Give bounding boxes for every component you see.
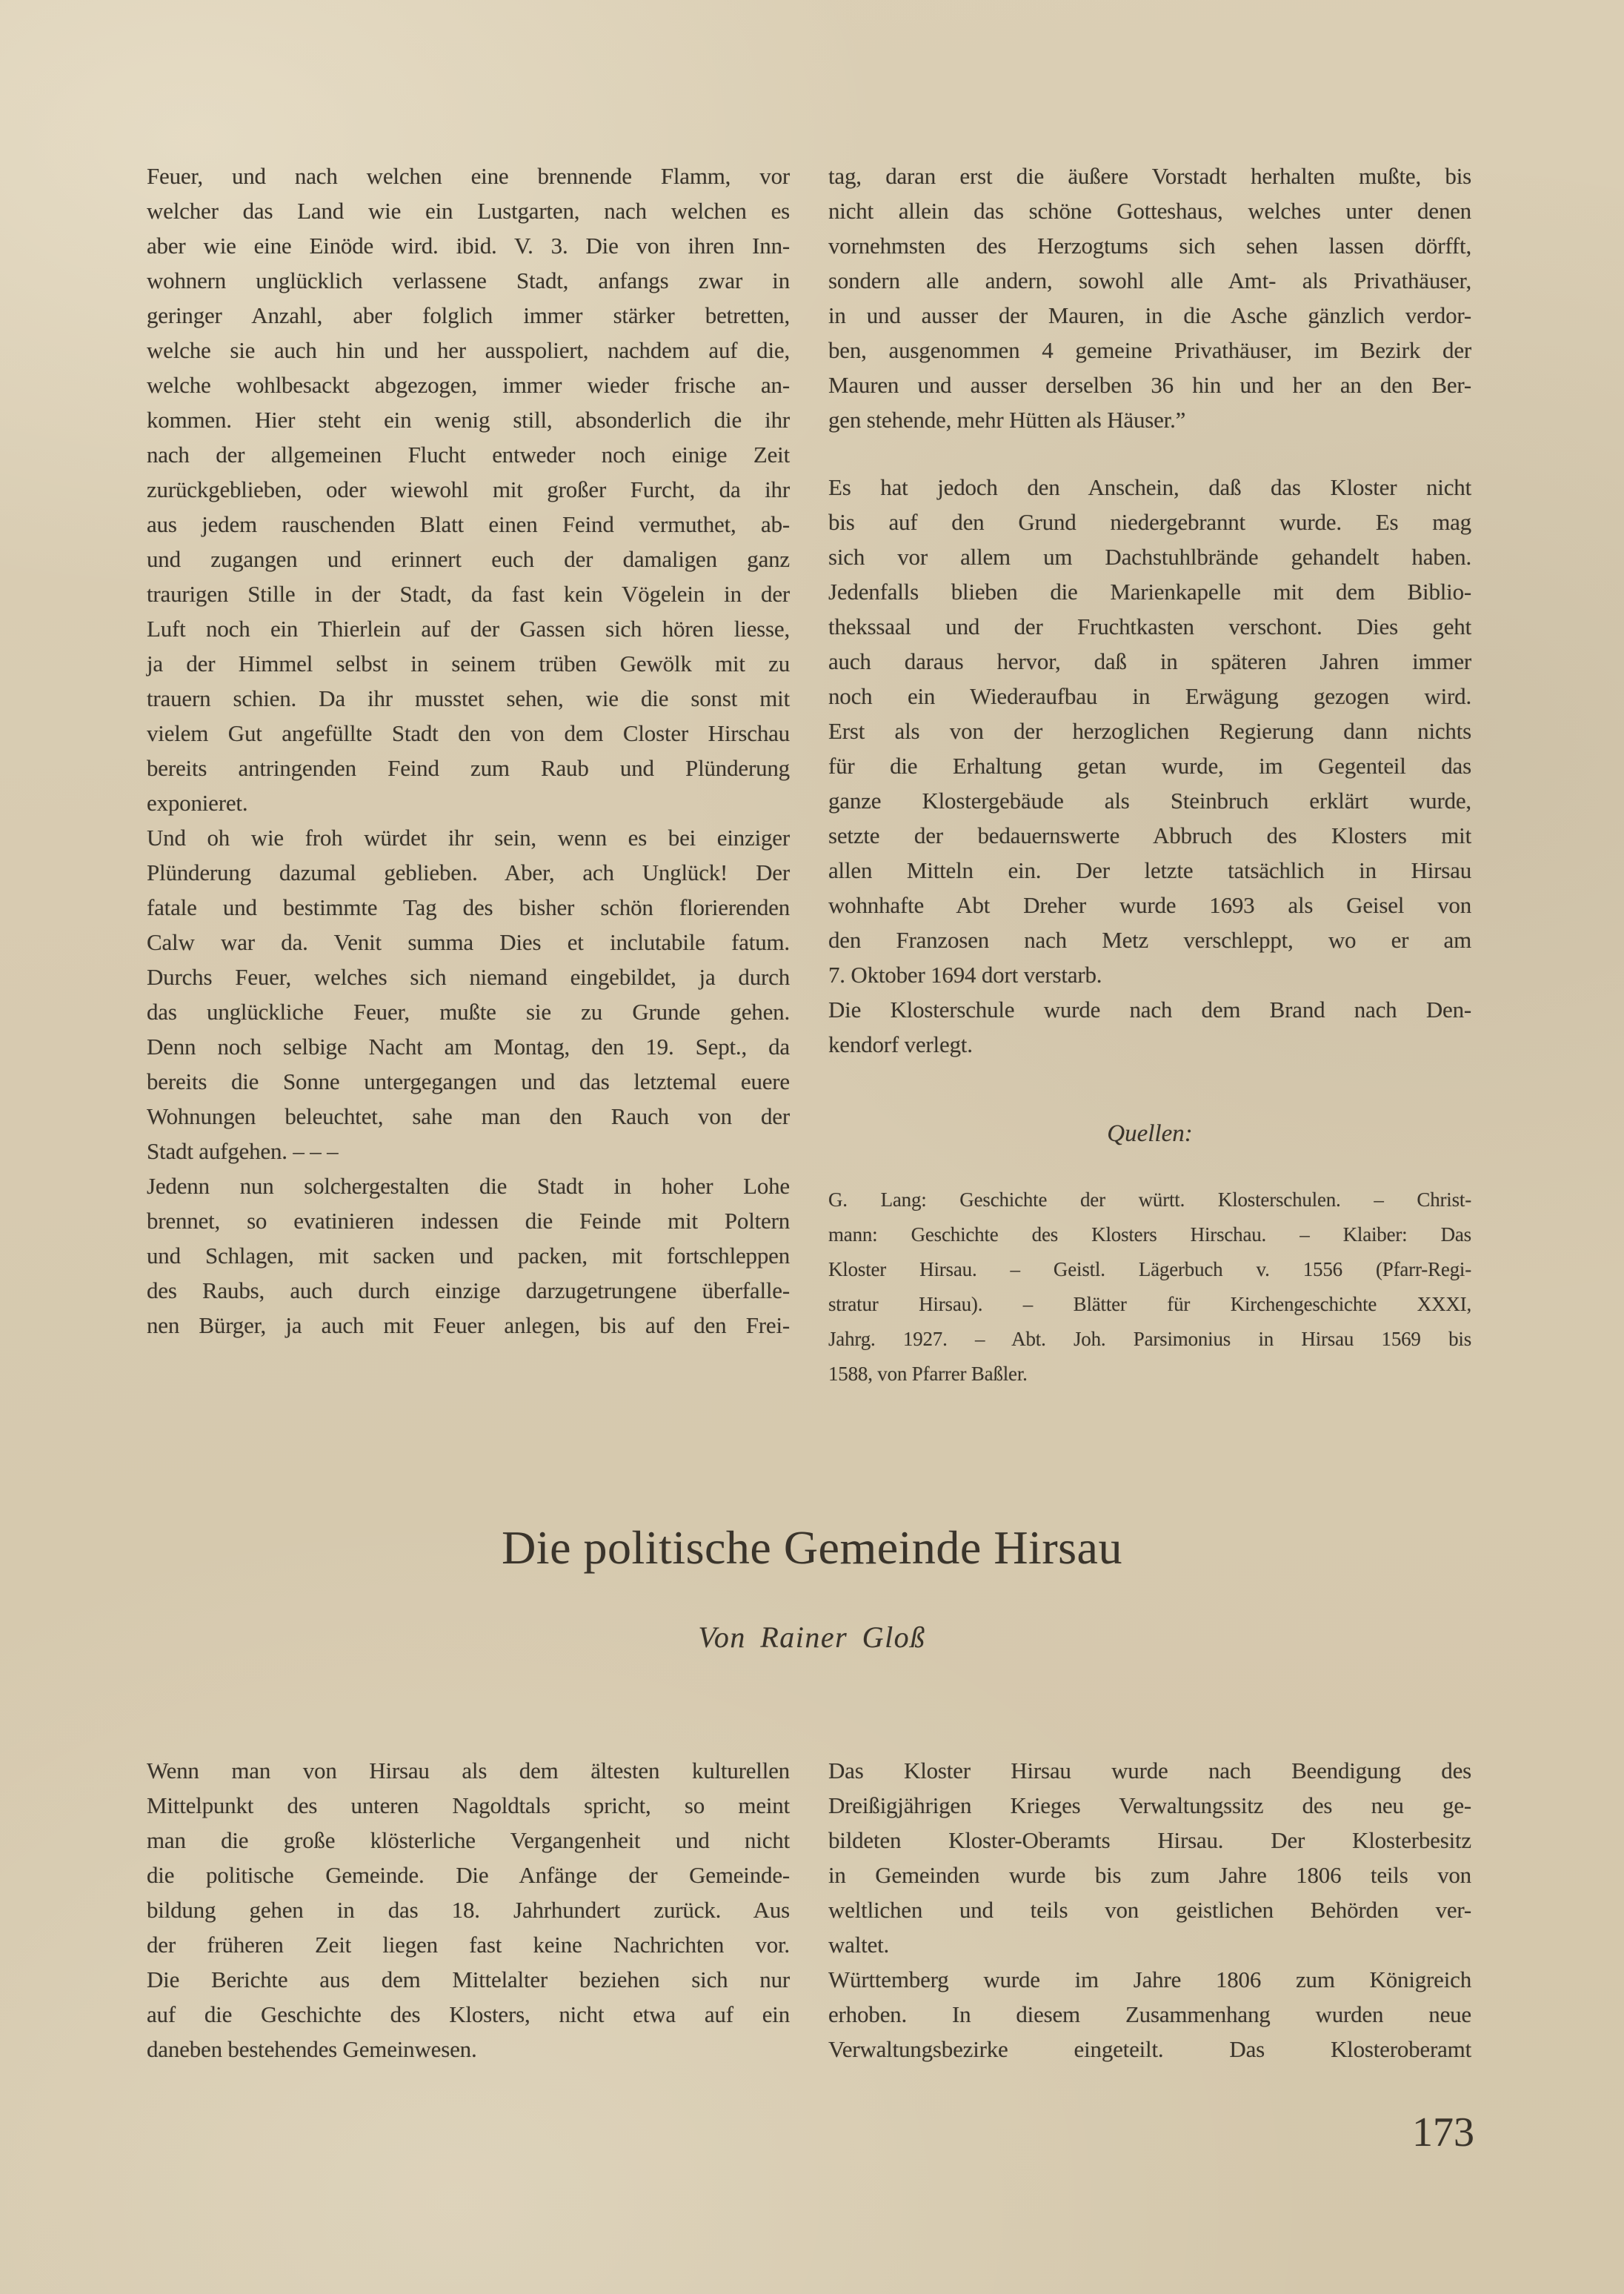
- paragraph: [828, 470, 1471, 992]
- text-line: bereits die Sonne untergegangen und das letztemal euere: [147, 1068, 790, 1094]
- text-line: ben, ausgenommen 4 gemeine Privathäuser, im Bezirk der: [828, 337, 1471, 363]
- text-line: Jedenn nun solchergestalten die Stadt in hoher Lohe: [147, 1173, 790, 1199]
- text-line: Und oh wie froh würdet ihr sein, wenn es bei einziger: [147, 825, 790, 851]
- text-line: sondern alle andern, sowohl alle Amt- als Privathäuser,: [828, 267, 1471, 293]
- text-line: Denn noch selbige Nacht am Montag, den 19. Sept., da: [147, 1034, 790, 1060]
- text-line: Plünderung dazumal geblieben. Aber, ach Unglück! Der: [147, 860, 790, 885]
- paragraph: [147, 159, 790, 820]
- text-line: welcher das Land wie ein Lustgarten, nach welchen es: [147, 198, 790, 224]
- text-line: vielem Gut angefüllte Stadt den von dem Closter Hirschau: [147, 720, 790, 746]
- text-line: 1588, von Pfarrer Baßler.: [828, 1363, 1028, 1385]
- text-line: Kloster Hirsau. – Geistl. Lägerbuch v. 1556 (Pfarr-Regi-: [828, 1258, 1471, 1280]
- sources-heading: Quellen:: [1107, 1120, 1193, 1147]
- text-line: Calw war da. Venit summa Dies et inclutabile fatum.: [147, 929, 790, 955]
- new-article-left-column: [147, 1753, 790, 2067]
- article-title: Die politische Gemeinde Hirsau: [502, 1521, 1122, 1574]
- text-line: die politische Gemeinde. Die Anfänge der Gemeinde-: [147, 1862, 790, 1888]
- new-article-right-column: [828, 1753, 1471, 2067]
- text-line: Die Klosterschule wurde nach dem Brand nach Den-: [828, 997, 1471, 1023]
- text-line: kendorf verlegt.: [828, 1031, 973, 1057]
- text-line: in Gemeinden wurde bis zum Jahre 1806 teils von: [828, 1862, 1471, 1888]
- text-line: nen Bürger, ja auch mit Feuer anlegen, bis auf den Frei-: [147, 1312, 790, 1338]
- paragraph: [147, 820, 790, 1168]
- paragraph: [828, 1183, 1471, 1392]
- text-line: trauern schien. Da ihr musstet sehen, wie die sonst mit: [147, 685, 790, 711]
- page-number: 173: [1412, 2110, 1474, 2155]
- text-line: erhoben. In diesem Zusammenhang wurden neue: [828, 2001, 1471, 2027]
- text-line: in und ausser der Mauren, in die Asche gänzlich verdor-: [828, 302, 1471, 328]
- text-line: und Schlagen, mit sacken und packen, mit fortschleppen: [147, 1243, 790, 1269]
- text-line: aber wie eine Einöde wird. ibid. V. 3. Die von ihren Inn-: [147, 233, 790, 259]
- text-line: Mauren und ausser derselben 36 hin und her an den Ber-: [828, 372, 1471, 398]
- text-line: Jedenfalls blieben die Marienkapelle mit dem Biblio-: [828, 579, 1471, 605]
- text-line: den Franzosen nach Metz verschleppt, wo er am: [828, 927, 1471, 953]
- text-line: des Raubs, auch durch einzige darzugetrungene überfalle-: [147, 1277, 790, 1303]
- text-line: noch ein Wiederaufbau in Erwägung gezogen wird.: [828, 683, 1471, 709]
- text-line: bis auf den Grund niedergebrannt wurde. Es mag: [828, 509, 1471, 535]
- text-line: traurigen Stille in der Stadt, da fast kein Vögelein in der: [147, 581, 790, 607]
- sources-list: [828, 1183, 1471, 1392]
- text-line: fatale und bestimmte Tag des bisher schön florierenden: [147, 894, 790, 920]
- text-line: Mittelpunkt des unteren Nagoldtals spricht, so meint: [147, 1792, 790, 1818]
- text-line: für die Erhaltung getan wurde, im Gegenteil das: [828, 753, 1471, 779]
- text-line: Erst als von der herzoglichen Regierung dann nichts: [828, 718, 1471, 744]
- text-line: geringer Anzahl, aber folglich immer stärker betretten,: [147, 302, 790, 328]
- text-line: exponieret.: [147, 790, 248, 816]
- article-byline: Von Rainer Gloß: [698, 1620, 926, 1654]
- text-line: nicht allein das schöne Gotteshaus, welches unter denen: [828, 198, 1471, 224]
- text-line: ganze Klostergebäude als Steinbruch erklärt wurde,: [828, 788, 1471, 814]
- text-line: zurückgeblieben, oder wiewohl mit großer Furcht, da ihr: [147, 476, 790, 502]
- text-line: nach der allgemeinen Flucht entweder noch einige Zeit: [147, 442, 790, 468]
- text-line: Verwaltungsbezirke eingeteilt. Das Klosteroberamt: [828, 2036, 1471, 2062]
- text-line: der früheren Zeit liegen fast keine Nachrichten vor.: [147, 1932, 790, 1958]
- text-line: stratur Hirsau). – Blätter für Kirchengeschichte XXXI,: [828, 1293, 1471, 1315]
- text-line: Jahrg. 1927. – Abt. Joh. Parsimonius in Hirsau 1569 bis: [828, 1328, 1471, 1350]
- text-line: wohnern unglücklich verlassene Stadt, anfangs zwar in: [147, 267, 790, 293]
- top-article-left-column: [147, 159, 790, 1343]
- text-line: vornehmsten des Herzogtums sich sehen lassen dörfft,: [828, 233, 1471, 259]
- text-line: bildeten Kloster-Oberamts Hirsau. Der Klosterbesitz: [828, 1827, 1471, 1853]
- text-line: Wenn man von Hirsau als dem ältesten kulturellen: [147, 1758, 790, 1783]
- text-line: wohnhafte Abt Dreher wurde 1693 als Geisel von: [828, 892, 1471, 918]
- top-article-right-column: [828, 159, 1471, 1062]
- paragraph: [828, 992, 1471, 1062]
- paragraph: [828, 159, 1471, 437]
- text-line: waltet.: [828, 1932, 890, 1958]
- text-line: das unglückliche Feuer, mußte sie zu Grunde gehen.: [147, 999, 790, 1025]
- text-line: Dreißigjährigen Krieges Verwaltungssitz des neu ge-: [828, 1792, 1471, 1818]
- text-line: aus jedem rauschenden Blatt einen Feind vermuthet, ab-: [147, 511, 790, 537]
- paragraph: [147, 1168, 790, 1343]
- text-line: G. Lang: Geschichte der württ. Klosterschulen. – Christ-: [828, 1188, 1471, 1211]
- text-line: Durchs Feuer, welches sich niemand eingebildet, ja durch: [147, 964, 790, 990]
- text-line: Wohnungen beleuchtet, sahe man den Rauch von der: [147, 1103, 790, 1129]
- paragraph: [147, 1753, 790, 2067]
- text-line: gen stehende, mehr Hütten als Häuser.”: [828, 407, 1186, 433]
- text-line: mann: Geschichte des Klosters Hirschau. – Klaiber: Das: [828, 1223, 1471, 1246]
- text-line: daneben bestehendes Gemeinwesen.: [147, 2036, 477, 2062]
- text-line: brennet, so evatinieren indessen die Feinde mit Poltern: [147, 1208, 790, 1234]
- text-line: Luft noch ein Thierlein auf der Gassen sich hören liesse,: [147, 616, 790, 642]
- text-line: weltlichen und teils von geistlichen Behörden ver-: [828, 1897, 1471, 1923]
- text-line: auch daraus hervor, daß in späteren Jahren immer: [828, 648, 1471, 674]
- text-line: Es hat jedoch den Anschein, daß das Kloster nicht: [828, 474, 1471, 500]
- text-line: tag, daran erst die äußere Vorstadt herhalten mußte, bis: [828, 163, 1471, 189]
- text-line: bildung gehen in das 18. Jahrhundert zurück. Aus: [147, 1897, 790, 1923]
- text-line: und zugangen und erinnert euch der damaligen ganz: [147, 546, 790, 572]
- text-line: thekssaal und der Fruchtkasten verschont. Dies geht: [828, 614, 1471, 639]
- paragraph: [828, 1962, 1471, 2067]
- text-line: Stadt aufgehen. – – –: [147, 1138, 339, 1164]
- paragraph: [828, 1753, 1471, 1962]
- text-line: 7. Oktober 1694 dort verstarb.: [828, 962, 1102, 988]
- text-line: sich vor allem um Dachstuhlbrände gehandelt haben.: [828, 544, 1471, 570]
- text-line: welche wohlbesackt abgezogen, immer wieder frische an-: [147, 372, 790, 398]
- text-line: welche sie auch hin und her ausspoliert, nachdem auf die,: [147, 337, 790, 363]
- text-line: Die Berichte aus dem Mittelalter beziehen sich nur: [147, 1966, 790, 1992]
- text-line: auf die Geschichte des Klosters, nicht etwa auf ein: [147, 2001, 790, 2027]
- text-line: setzte der bedauernswerte Abbruch des Klosters mit: [828, 822, 1471, 848]
- text-line: Feuer, und nach welchen eine brennende Flamm, vor: [147, 163, 790, 189]
- text-line: kommen. Hier steht ein wenig still, absonderlich die ihr: [147, 407, 790, 433]
- text-line: Württemberg wurde im Jahre 1806 zum Königreich: [828, 1966, 1471, 1992]
- text-line: ja der Himmel selbst in seinem trüben Gewölk mit zu: [147, 651, 790, 676]
- text-line: Das Kloster Hirsau wurde nach Beendigung des: [828, 1758, 1471, 1783]
- text-line: man die große klösterliche Vergangenheit und nicht: [147, 1827, 790, 1853]
- text-line: allen Mitteln ein. Der letzte tatsächlich in Hirsau: [828, 857, 1471, 883]
- text-line: bereits antringenden Feind zum Raub und Plünderung: [147, 755, 790, 781]
